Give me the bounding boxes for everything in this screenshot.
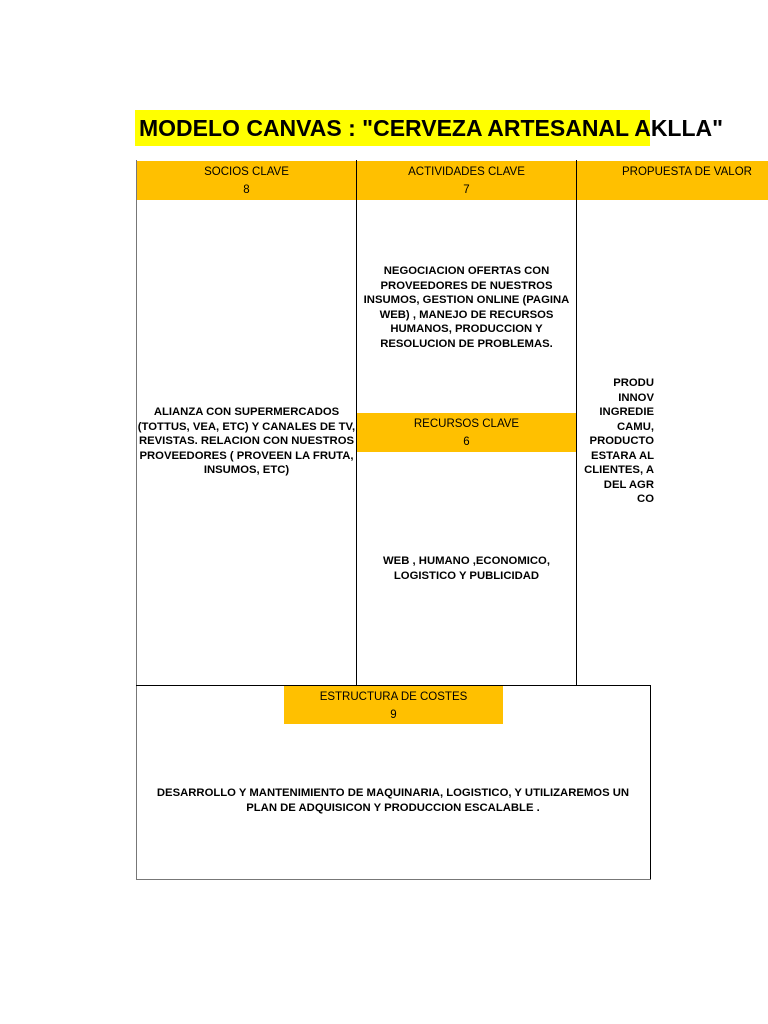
estructura-costes-header <box>284 686 503 724</box>
actividades-clave-header <box>357 161 576 200</box>
propuesta-valor-header <box>577 161 768 200</box>
propuesta-line: CLIENTES, A <box>584 464 654 476</box>
recursos-clave-text: WEB , HUMANO ,ECONOMICO, LOGISTICO Y PUBLICIDAD <box>383 555 550 582</box>
propuesta-line: PRODU <box>613 377 654 389</box>
socios-clave-number: 8 <box>243 184 250 196</box>
propuesta-line: CO <box>637 493 654 505</box>
socios-clave-header <box>137 161 356 200</box>
propuesta-line: INNOV <box>618 391 654 404</box>
recursos-clave-label: RECURSOS CLAVE <box>413 418 520 430</box>
propuesta-line: ESTARA AL <box>591 449 654 462</box>
actividades-clave-number: 7 <box>463 184 470 196</box>
page-title: MODELO CANVAS : "CERVEZA ARTESANAL AKLLA" <box>135 110 650 146</box>
socios-clave-text: ALIANZA CON SUPERMERCADOS (TOTTUS, VEA, ETC) Y CANALES DE TV, REVISTAS. RELACION CON NUESTROS PROVEEDORES ( PROVEEN LA FRUTA, INSUMOS, ETC) <box>137 406 356 476</box>
socios-clave-label: SOCIOS CLAVE <box>204 166 289 178</box>
propuesta-line: PRODUCTO <box>589 435 654 447</box>
propuesta-line: DEL AGR <box>603 478 654 491</box>
propuesta-valor-label: PROPUESTA DE VALOR <box>622 166 752 178</box>
left-border <box>136 160 137 880</box>
propuesta-line: CAMU, <box>616 420 654 433</box>
estructura-costes-label: ESTRUCTURA DE COSTES <box>319 691 468 703</box>
actividades-clave-label: ACTIVIDADES CLAVE <box>408 166 525 178</box>
propuesta-valor-body <box>577 376 768 516</box>
actividades-clave-text: NEGOCIACION OFERTAS CON PROVEEDORES DE NUESTROS INSUMOS, GESTION ONLINE (PAGINA WEB) , MANEJO DE RECURSOS HUMANOS, PRODUCCION Y RESOLUCION DE PROBLEMAS. <box>363 265 570 350</box>
costes-right-border <box>650 685 651 879</box>
estructura-costes-number: 9 <box>390 709 397 721</box>
recursos-clave-number: 6 <box>463 436 470 448</box>
estructura-costes-text: DESARROLLO Y MANTENIMIENTO DE MAQUINARIA, LOGISTICO, Y UTILIZAREMOS UN PLAN DE ADQUISICON Y PRODUCCION ESCALABLE . <box>156 787 630 814</box>
recursos-clave-header <box>357 413 576 452</box>
propuesta-line: INGREDIE <box>599 406 654 418</box>
costes-bottom-border <box>136 879 651 880</box>
